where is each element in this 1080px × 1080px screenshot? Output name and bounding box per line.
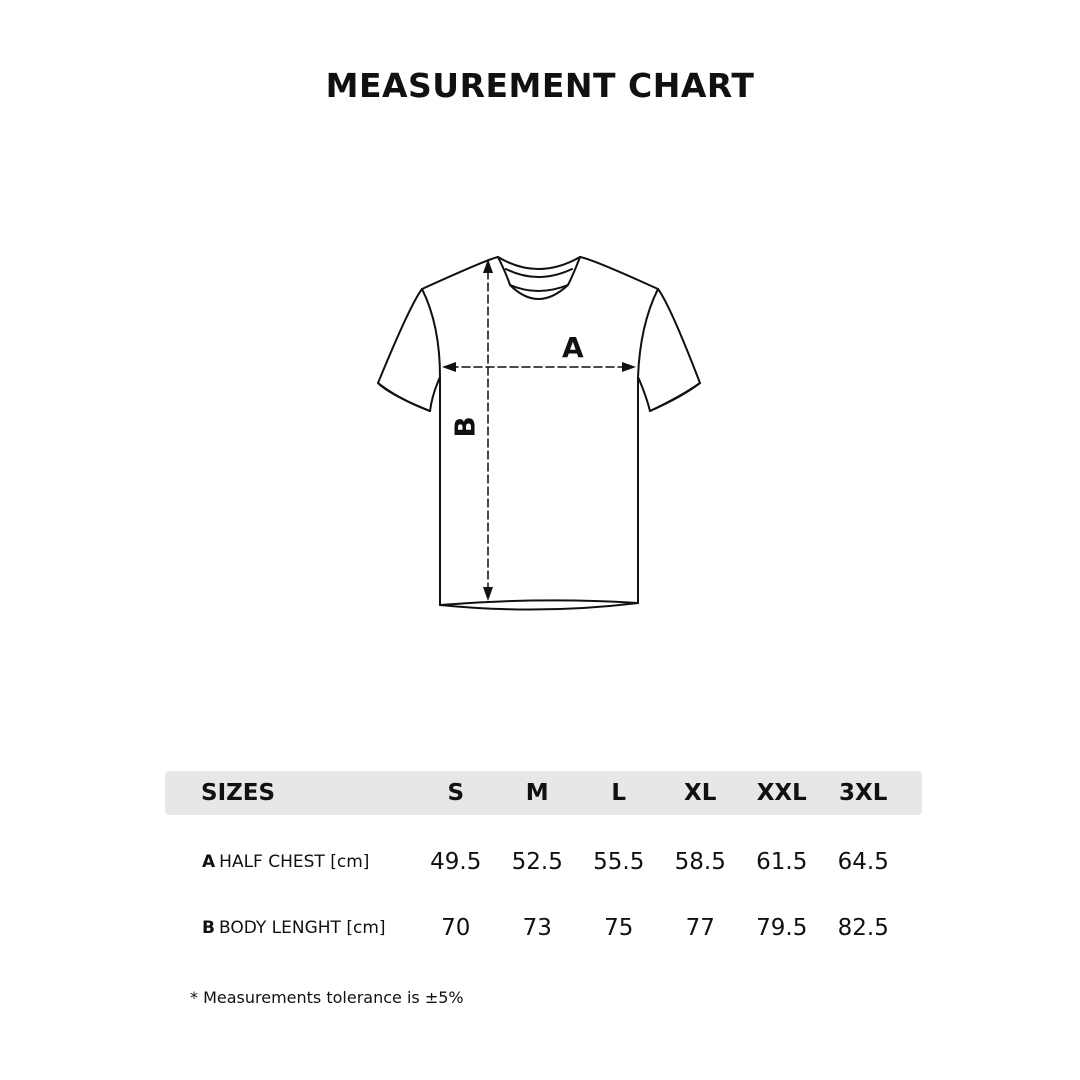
table-row (165, 895, 922, 961)
tolerance-note: * Measurements tolerance is ±5% (190, 988, 464, 1007)
page-title: MEASUREMENT CHART (325, 66, 755, 105)
table-cell: 55.5 (593, 849, 645, 875)
row-label-text: BODY LENGHT [cm] (218, 918, 386, 938)
sizes-header: SIZES (201, 780, 276, 806)
table-cell: 82.5 (837, 915, 889, 941)
size-header: S (447, 780, 465, 806)
table-cell: 49.5 (430, 849, 482, 875)
table-cell: 73 (522, 915, 552, 941)
arrow-down-icon (483, 587, 493, 601)
size-header: M (525, 780, 549, 806)
row-label-text: HALF CHEST [cm] (219, 852, 370, 872)
size-header: 3XL (839, 780, 888, 806)
size-header: XL (684, 780, 717, 806)
dimension-b-label: B (448, 416, 482, 438)
dimension-a-label: A (562, 331, 584, 364)
row-label (165, 918, 415, 938)
table-cell: 61.5 (756, 849, 808, 875)
table-cell: 77 (685, 915, 715, 941)
size-table (165, 771, 922, 961)
table-row (165, 829, 922, 895)
row-key: A (202, 852, 216, 872)
table-cell: 52.5 (511, 849, 563, 875)
size-header: XXL (756, 780, 807, 806)
table-cell: 58.5 (674, 849, 726, 875)
table-cell: 70 (441, 915, 471, 941)
size-header: L (611, 780, 627, 806)
row-key: B (202, 918, 215, 938)
tshirt-outline (370, 245, 710, 625)
arrow-left-icon (442, 362, 456, 372)
arrow-right-icon (622, 362, 636, 372)
table-header-row (165, 771, 922, 815)
table-cell: 79.5 (756, 915, 808, 941)
table-cell: 64.5 (837, 849, 889, 875)
table-cell: 75 (604, 915, 634, 941)
tshirt-diagram (370, 245, 710, 625)
row-label (165, 852, 415, 872)
